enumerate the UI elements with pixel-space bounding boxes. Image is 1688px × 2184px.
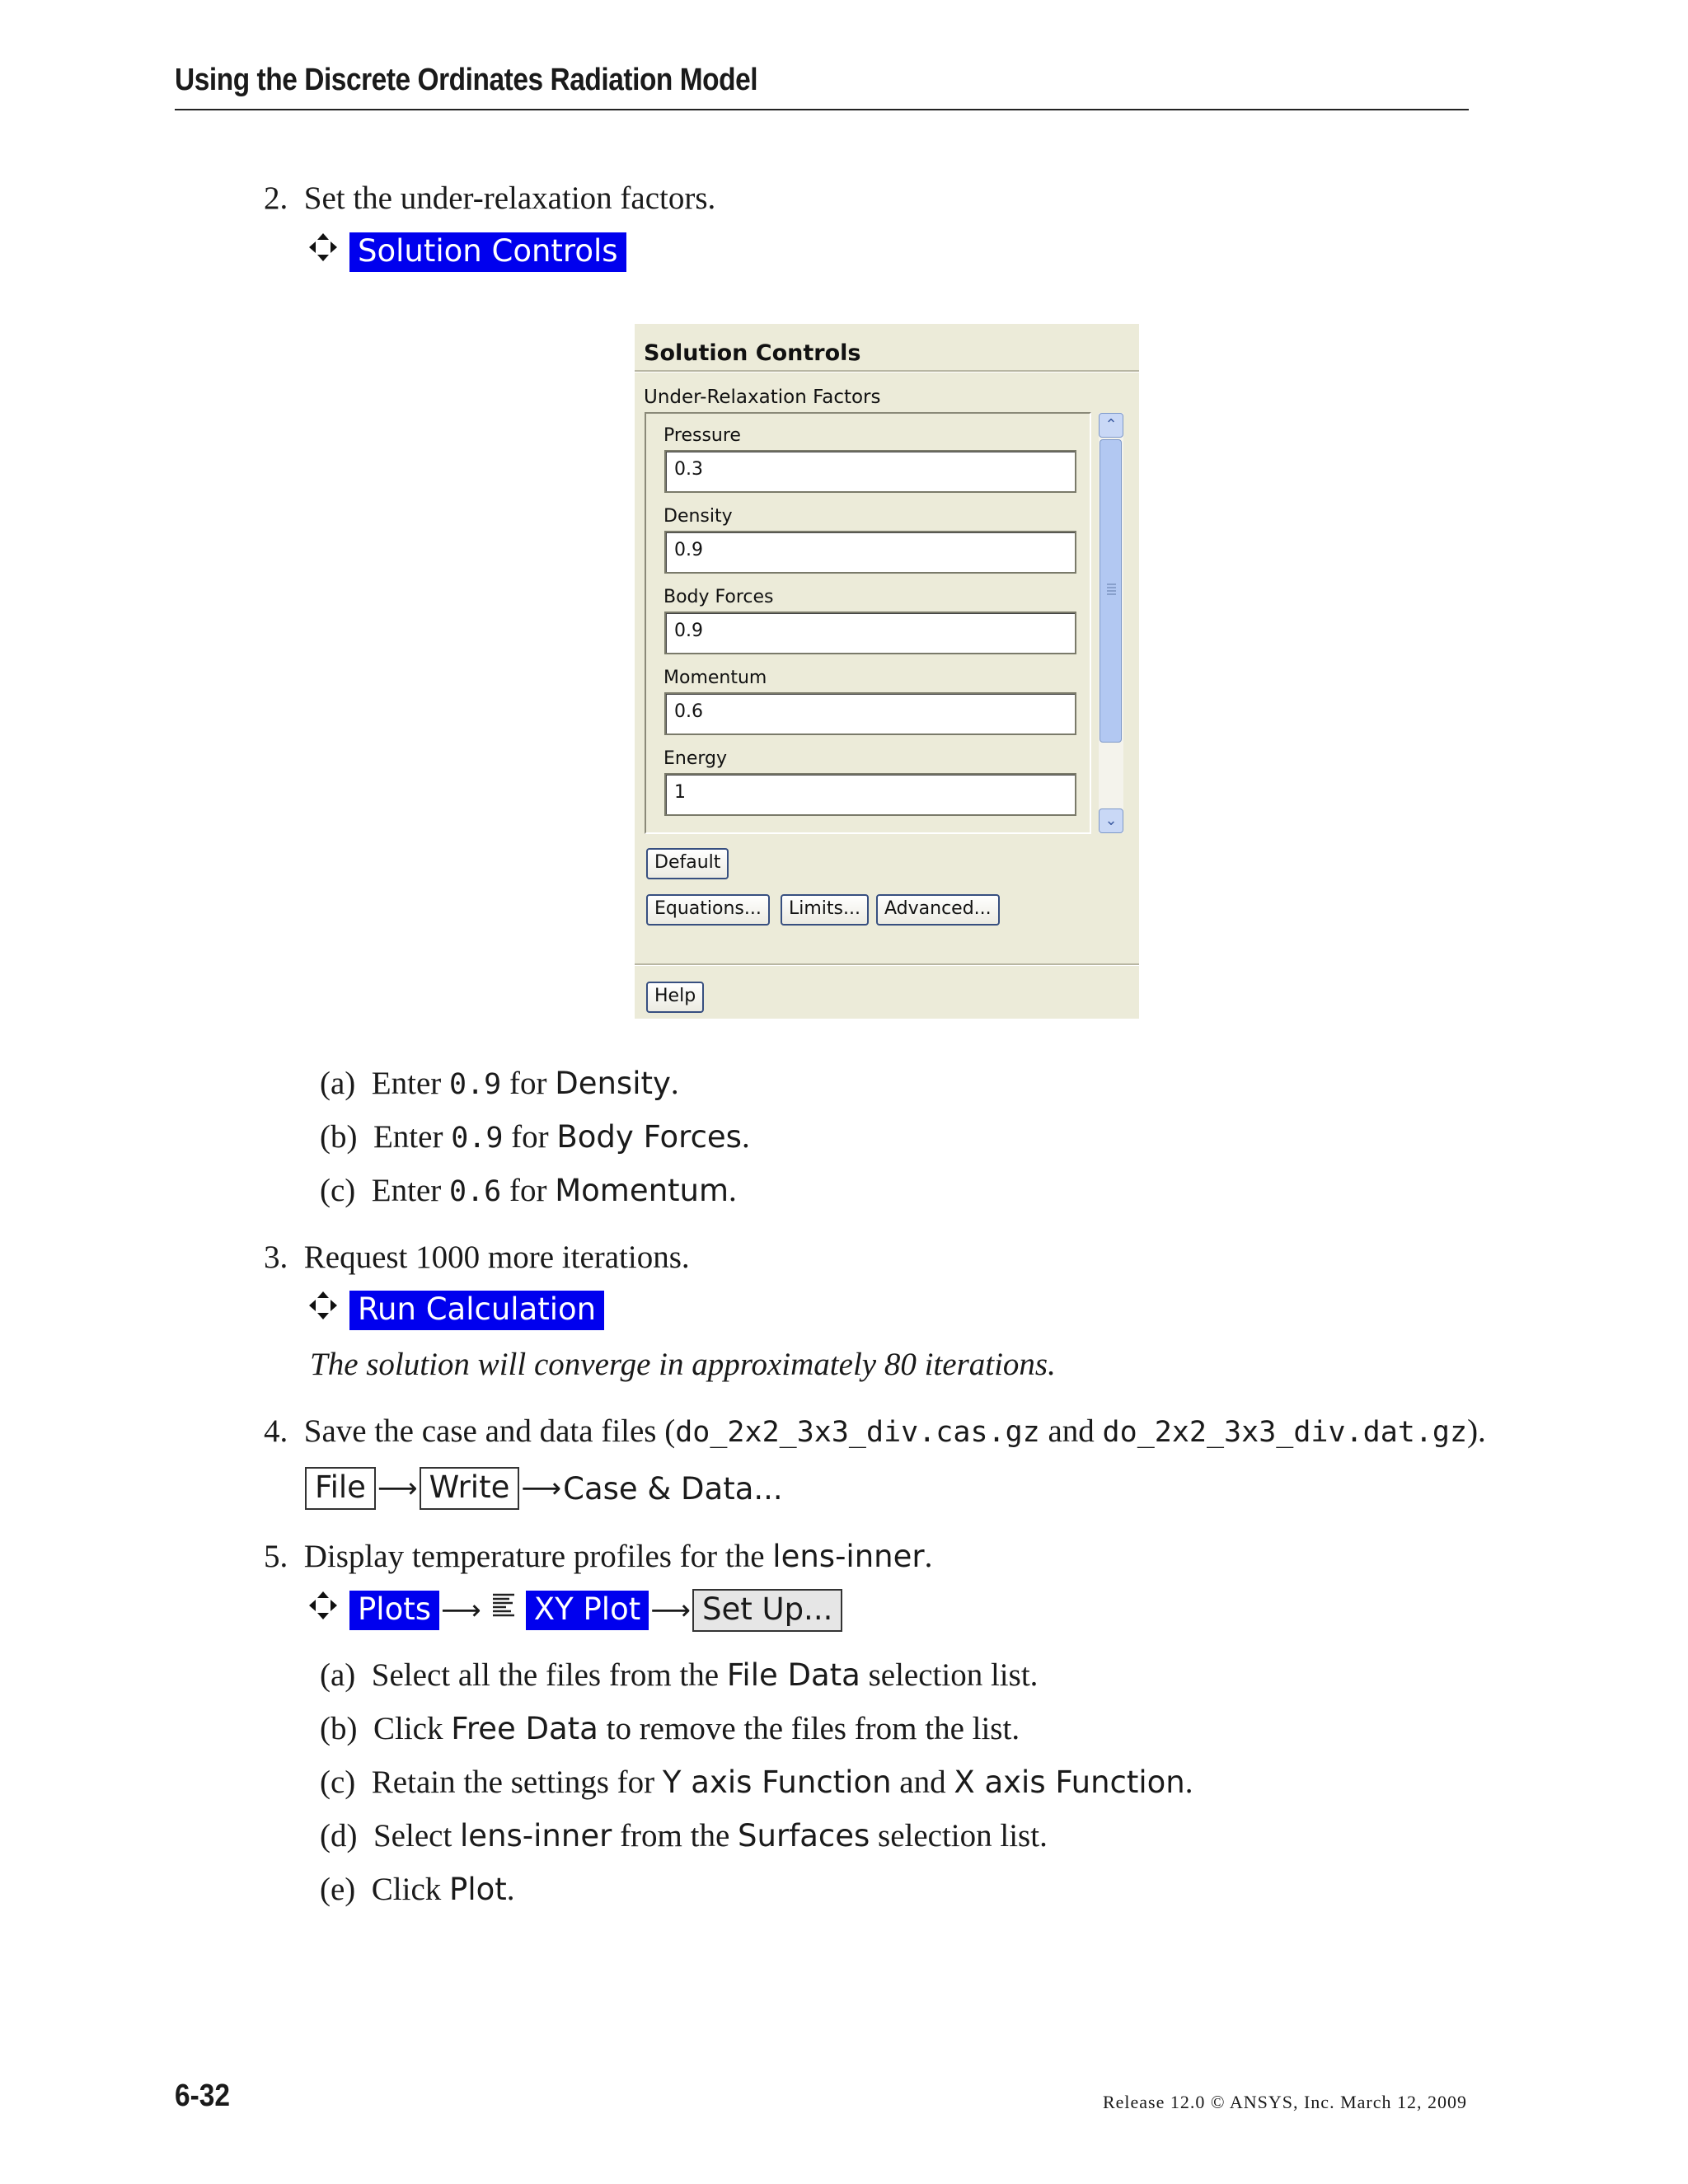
step-2 — [264, 180, 715, 217]
footer-divider — [635, 963, 1139, 966]
step-3-nav — [307, 1291, 604, 1330]
case-data-menu-item[interactable]: Case & Data... — [563, 1470, 783, 1507]
write-menu[interactable]: Write — [420, 1467, 520, 1510]
arrow-right-icon: ⟶ — [521, 1472, 562, 1505]
solution-controls-nav-link[interactable]: Solution Controls — [349, 232, 626, 272]
data-file-name: do_2x2_3x3_div.dat.gz — [1102, 1416, 1468, 1449]
navigation-arrows-icon — [307, 1589, 340, 1622]
step-text: Request 1000 more iterations. — [303, 1240, 690, 1275]
case-file-name: do_2x2_3x3_div.cas.gz — [675, 1416, 1040, 1449]
step-3 — [264, 1239, 690, 1276]
scroll-thumb[interactable] — [1100, 439, 1122, 743]
solution-controls-panel — [635, 324, 1139, 1019]
grip-icon — [1107, 583, 1116, 585]
list-item: (a) Select all the files from the File Data selection list. — [320, 1657, 1039, 1693]
advanced-button[interactable]: Advanced... — [876, 894, 1000, 926]
step-3-note: The solution will converge in approximately 80 iterations. — [310, 1347, 1056, 1382]
step-number: 4. — [264, 1413, 288, 1449]
step-number: 2. — [264, 180, 288, 216]
scroll-down-icon[interactable]: ⌄ — [1099, 808, 1123, 833]
body-forces-input[interactable]: 0.9 — [664, 612, 1076, 654]
step-5-nav — [307, 1589, 842, 1632]
default-button[interactable]: Default — [646, 848, 729, 879]
momentum-label: Momentum — [663, 668, 767, 688]
list-item: (b) Click Free Data to remove the files from the list. — [320, 1711, 1020, 1746]
density-label: Density — [663, 506, 733, 527]
panel-title: Solution Controls — [644, 340, 861, 366]
scroll-up-icon[interactable]: ⌃ — [1099, 413, 1123, 438]
navigation-arrows-icon — [307, 1289, 340, 1322]
xy-plot-nav-link[interactable]: XY Plot — [526, 1591, 649, 1630]
arrow-right-icon: ⟶ — [377, 1472, 418, 1505]
step-text: Set the under-relaxation factors. — [303, 180, 716, 216]
step-number: 5. — [264, 1539, 288, 1574]
list-item: (d) Select lens-inner from the Surfaces selection list. — [320, 1818, 1048, 1854]
arrow-right-icon: ⟶ — [650, 1594, 691, 1627]
body-forces-label: Body Forces — [663, 587, 774, 607]
arrow-right-icon: ⟶ — [441, 1594, 481, 1627]
under-relaxation-group-label: Under-Relaxation Factors — [644, 387, 881, 408]
momentum-input[interactable]: 0.6 — [664, 692, 1076, 735]
step-4-menu-path — [305, 1467, 783, 1510]
title-divider — [635, 370, 1139, 373]
density-input[interactable]: 0.9 — [664, 531, 1076, 574]
navigation-arrows-icon — [307, 231, 340, 264]
run-calculation-nav-link[interactable]: Run Calculation — [349, 1291, 604, 1330]
file-menu[interactable]: File — [305, 1467, 376, 1510]
step-4: 4. Save the case and data files (do_2x2_3x3_div.cas.gz and do_2x2_3x3_div.dat.gz). — [264, 1413, 1486, 1449]
list-item: (c) Retain the settings for Y axis Function and X axis Function. — [320, 1765, 1193, 1800]
vertical-scrollbar[interactable] — [1099, 413, 1123, 833]
step-2-nav — [307, 232, 626, 272]
list-item: (e) Click Plot. — [320, 1872, 515, 1907]
release-notice: Release 12.0 © ANSYS, Inc. March 12, 2009 — [1102, 2092, 1467, 2112]
pressure-input[interactable]: 0.3 — [664, 450, 1076, 493]
set-up-button[interactable]: Set Up... — [692, 1589, 842, 1632]
page-header — [175, 58, 1469, 110]
energy-input[interactable]: 1 — [664, 773, 1076, 816]
equations-button[interactable]: Equations... — [646, 894, 770, 926]
xy-plot-icon — [490, 1591, 518, 1619]
limits-button[interactable]: Limits... — [781, 894, 869, 926]
plots-nav-link[interactable]: Plots — [349, 1591, 439, 1630]
step-number: 3. — [264, 1240, 288, 1275]
step-5: 5. Display temperature profiles for the lens-inner. — [264, 1539, 933, 1574]
help-button[interactable]: Help — [646, 982, 704, 1013]
list-item: (b) Enter 0.9 for Body Forces. — [320, 1119, 750, 1155]
pressure-label: Pressure — [663, 425, 741, 446]
page-number: 6-32 — [175, 2079, 230, 2113]
energy-label: Energy — [663, 748, 728, 769]
list-item: (c) Enter 0.6 for Momentum. — [320, 1173, 737, 1208]
factors-scroll-area — [645, 412, 1091, 834]
list-item: (a) Enter 0.9 for Density. — [320, 1066, 679, 1101]
page-title: Using the Discrete Ordinates Radiation Model — [175, 63, 758, 97]
